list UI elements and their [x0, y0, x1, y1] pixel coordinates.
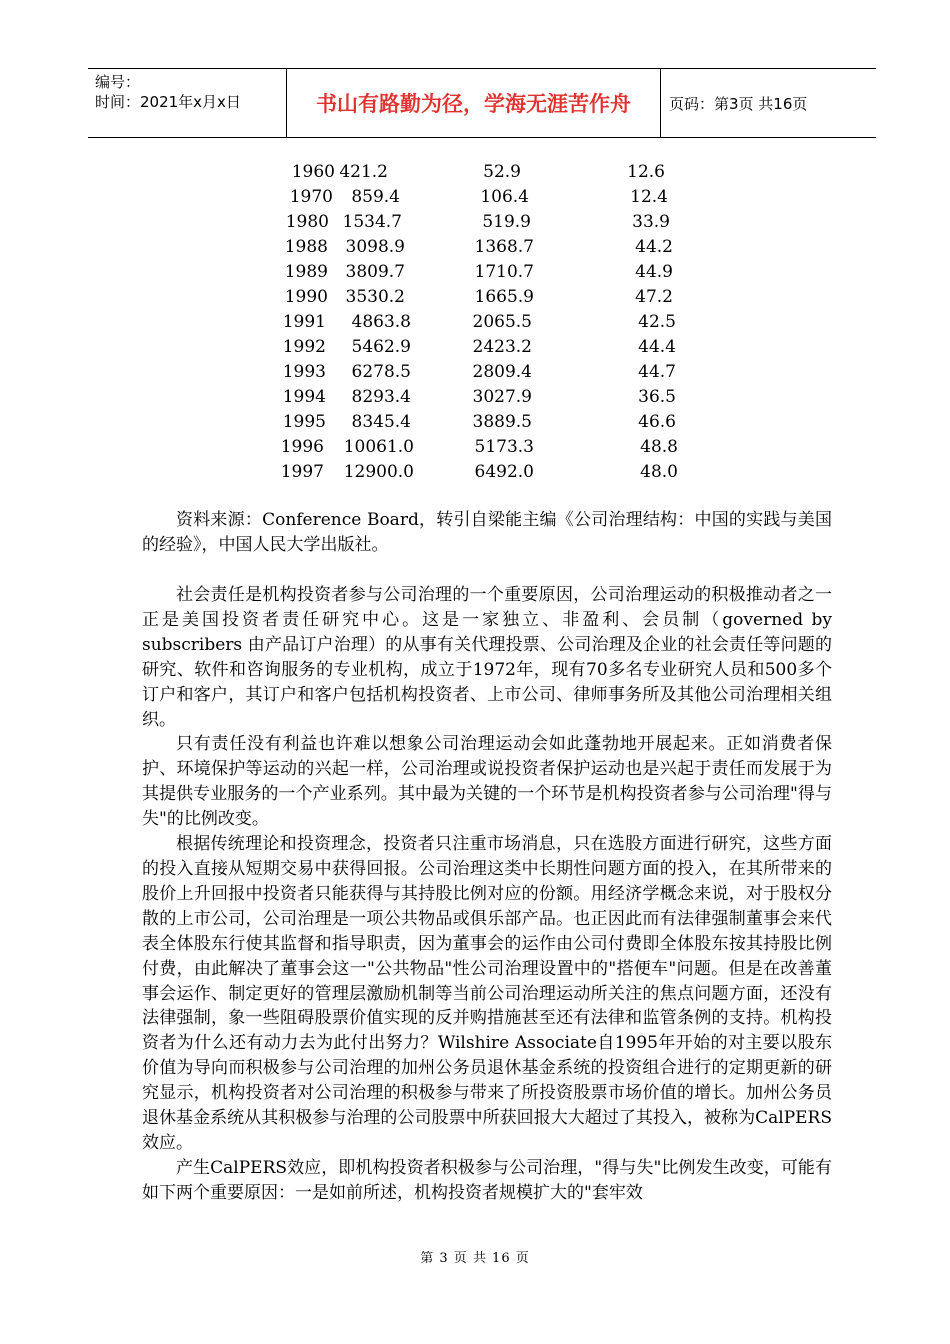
value-cell: 5462.9: [351, 337, 411, 357]
value-cell: 106.4: [480, 187, 529, 207]
year-cell: 1990: [284, 287, 328, 307]
value-cell: 3530.2: [345, 287, 405, 307]
header-motto: 书山有路勤为径，学海无涯苦作舟: [287, 69, 661, 137]
value-cell: 1534.7: [342, 212, 402, 232]
value-cell: 36.5: [638, 387, 676, 407]
value-cell: 12.6: [627, 162, 665, 182]
paragraph: 社会责任是机构投资者参与公司治理的一个重要原因，公司治理运动的积极推动者之一正是美国投资者责任研究中心。这是一家独立、非盈利、会员制（governed by subscribers 由产品订户治理）的从事有关代理投票、公司治理及企业的社会责任等问题的研究、软件和咨询服务的专业机构，成立于1972年，现有70多名专业研究人员和500多个订户和客户，其订户和客户包括机构投资者、上市公司、律师事务所及其他公司治理相关组织。: [142, 585, 832, 730]
table-row: [0, 235, 950, 260]
header-meta: [88, 69, 287, 137]
value-cell: 3809.7: [345, 262, 405, 282]
year-cell: 1970: [289, 187, 333, 207]
table-row: [0, 310, 950, 335]
value-cell: 42.5: [638, 312, 676, 332]
body-text: [142, 583, 832, 1206]
value-cell: 421.2: [339, 162, 388, 182]
table-row: [0, 185, 950, 210]
table-row: [0, 210, 950, 235]
time-label: 时间：2021年x月x日: [95, 93, 241, 111]
value-cell: 519.9: [482, 212, 531, 232]
value-cell: 4863.8: [351, 312, 411, 332]
value-cell: 2809.4: [472, 362, 532, 382]
value-cell: 3889.5: [472, 412, 532, 432]
value-cell: 1710.7: [474, 262, 534, 282]
value-cell: 8345.4: [351, 412, 411, 432]
year-cell: 1980: [285, 212, 329, 232]
value-cell: 6492.0: [474, 462, 534, 482]
table-row: [0, 410, 950, 435]
table-row: [0, 335, 950, 360]
value-cell: 3027.9: [472, 387, 532, 407]
year-cell: 1993: [282, 362, 326, 382]
value-cell: 8293.4: [351, 387, 411, 407]
value-cell: 44.7: [638, 362, 676, 382]
value-cell: 1368.7: [474, 237, 534, 257]
value-cell: 44.2: [635, 237, 673, 257]
value-cell: 44.9: [635, 262, 673, 282]
value-cell: 47.2: [635, 287, 673, 307]
page-header: [88, 68, 876, 138]
source-note-block: [142, 508, 832, 558]
value-cell: 6278.5: [351, 362, 411, 382]
table-row: [0, 160, 950, 185]
table-row: [0, 460, 950, 485]
table-row: [0, 260, 950, 285]
table-row: [0, 385, 950, 410]
table-row: [0, 285, 950, 310]
value-cell: 46.6: [638, 412, 676, 432]
year-cell: 1997: [280, 462, 324, 482]
number-label: 编号：: [95, 73, 141, 91]
year-cell: 1996: [280, 437, 324, 457]
value-cell: 2065.5: [472, 312, 532, 332]
value-cell: 859.4: [351, 187, 400, 207]
header-page-info: 页码：第3页 共16页: [669, 94, 808, 113]
table-row: [0, 360, 950, 385]
value-cell: 33.9: [632, 212, 670, 232]
source-note: 资料来源：Conference Board，转引自梁能主编《公司治理结构：中国的实践与美国的经验》，中国人民大学出版社。: [142, 510, 832, 555]
paragraph: 只有责任没有利益也许难以想象公司治理运动会如此蓬勃地开展起来。正如消费者保护、环境保护等运动的兴起一样，公司治理或说投资者保护运动也是兴起于责任而发展于为其提供专业服务的一个产业系列。其中最为关键的一个环节是机构投资者参与公司治理"得与失"的比例改变。: [142, 734, 832, 830]
value-cell: 48.0: [640, 462, 678, 482]
paragraph: 根据传统理论和投资理念，投资者只注重市场消息，只在选股方面进行研究，这些方面的投入直接从短期交易中获得回报。公司治理这类中长期性问题方面的投入，在其所带来的股价上升回报中投资者只能获得与其持股比例对应的份额。用经济学概念来说，对于股权分散的上市公司，公司治理是一项公共物品或俱乐部产品。也正因此而有法律强制董事会来代表全体股东行使其监督和指导职责，因为董事会的运作由公司付费即全体股东按其持股比例付费，由此解决了董事会这一"公共物品"性公司治理设置中的"搭便车"问题。但是在改善董事会运作、制定更好的管理层激励机制等当前公司治理运动所关注的焦点问题方面，还没有法律强制，象一些阻碍股票价值实现的反并购措施甚至还有法律和监管条例的支持。机构投资者为什么还有动力去为此付出努力？Wilshire Associate自1995年开始的对主要以股东价值为导向而积极参与公司治理的加州公务员退休基金系统的投资组合进行的定期更新的研究显示，机构投资者对公司治理的积极参与带来了所投资股票市场价值的增长。加州公务员退休基金系统从其积极参与治理的公司股票中所获回报大大超过了其投入，被称为CalPERS效应。: [142, 834, 832, 1153]
data-table: [0, 160, 950, 485]
year-cell: 1991: [282, 312, 326, 332]
value-cell: 12900.0: [343, 462, 414, 482]
value-cell: 44.4: [638, 337, 676, 357]
year-cell: 1995: [282, 412, 326, 432]
value-cell: 1665.9: [474, 287, 534, 307]
year-cell: 1988: [284, 237, 328, 257]
value-cell: 12.4: [630, 187, 668, 207]
value-cell: 52.9: [483, 162, 521, 182]
year-cell: 1960: [291, 162, 335, 182]
page-footer: 第 3 页 共 16 页: [420, 1251, 530, 1266]
value-cell: 10061.0: [343, 437, 414, 457]
year-cell: 1992: [282, 337, 326, 357]
table-row: [0, 435, 950, 460]
year-cell: 1989: [284, 262, 328, 282]
year-cell: 1994: [282, 387, 326, 407]
value-cell: 2423.2: [472, 337, 532, 357]
paragraph: 产生CalPERS效应，即机构投资者积极参与公司治理，"得与失"比例发生改变，可能有如下两个重要原因：一是如前所述，机构投资者规模扩大的"套牢效: [142, 1157, 832, 1203]
value-cell: 48.8: [640, 437, 678, 457]
value-cell: 5173.3: [474, 437, 534, 457]
value-cell: 3098.9: [345, 237, 405, 257]
